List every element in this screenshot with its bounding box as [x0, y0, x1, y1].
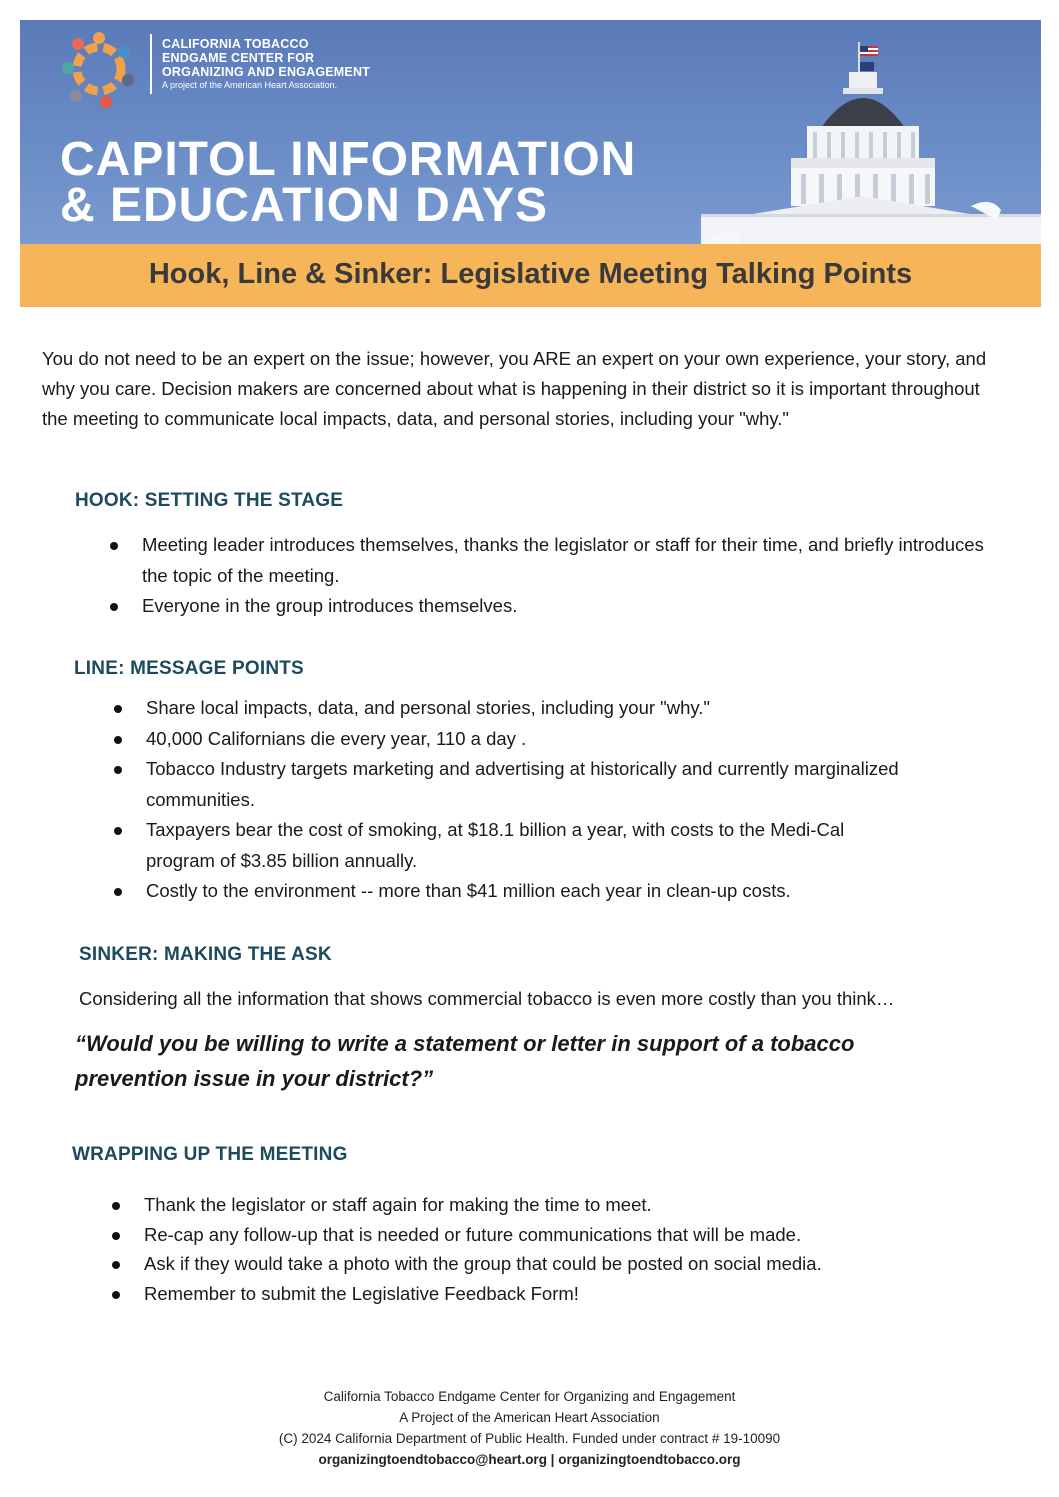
org-name-line-2: ENDGAME CENTER FOR [162, 51, 315, 65]
wrap-heading: WRAPPING UP THE MEETING [72, 1144, 348, 1165]
list-item: Remember to submit the Legislative Feedback Form! [112, 1279, 992, 1309]
capitol-dome-image [641, 20, 1041, 244]
list-item: Everyone in the group introduces themselves. [110, 591, 990, 622]
list-item: Tobacco Industry targets marketing and advertising at historically and currently marginalized communities. [114, 754, 904, 815]
org-name-line-1: CALIFORNIA TOBACCO [162, 37, 309, 51]
ask-quote: “Would you be willing to write a statement or letter in support of a tobacco prevention issue in your district?” [75, 1031, 855, 1091]
sinker-heading: SINKER: MAKING THE ASK [79, 944, 332, 965]
document-title: Hook, Line & Sinker: Legislative Meeting Talking Points [148, 258, 913, 290]
list-item: 40,000 Californians die every year, 110 a day . [114, 724, 904, 755]
hook-list [110, 530, 990, 622]
list-item: Costly to the environment -- more than $41 million each year in clean-up costs. [114, 876, 904, 907]
line-heading: LINE: MESSAGE POINTS [74, 658, 304, 679]
list-item: Re-cap any follow-up that is needed or future communications that will be made. [112, 1220, 992, 1250]
list-item: Meeting leader introduces themselves, thanks the legislator or staff for their time, and briefly introduces the topic of the meeting. [110, 530, 990, 591]
header-banner [20, 20, 1041, 244]
page-footer [0, 1386, 1059, 1470]
footer-line: California Tobacco Endgame Center for Organizing and Engagement [323, 1389, 736, 1404]
list-item: Share local impacts, data, and personal stories, including your "why." [114, 693, 904, 724]
org-name-line-3: ORGANIZING AND ENGAGEMENT [162, 65, 371, 79]
org-subline: A project of the American Heart Association. [162, 80, 338, 90]
list-item: Ask if they would take a photo with the group that could be posted on social media. [112, 1249, 992, 1279]
list-item: Taxpayers bear the cost of smoking, at $18.1 billion a year, with costs to the Medi-Cal program of $3.85 billion annually. [114, 815, 904, 876]
subtitle-bar [20, 244, 1041, 307]
sinker-lead-text: Considering all the information that shows commercial tobacco is even more costly than you think… [79, 988, 895, 1009]
intro-paragraph: You do not need to be an expert on the issue; however, you ARE an expert on your own experience, your story, and why you care. Decision makers are concerned about what is happening in their district so it is important throughout the meeting to communicate local impacts, data, and personal stories, including your "why." [42, 348, 987, 429]
list-item: Thank the legislator or staff again for making the time to meet. [112, 1190, 992, 1220]
logo-divider [150, 34, 152, 94]
people-circle-logo-icon [58, 28, 140, 110]
wrap-list [112, 1190, 992, 1308]
headline-line-2: & EDUCATION DAYS [60, 179, 549, 232]
footer-line: A Project of the American Heart Association [399, 1410, 660, 1425]
footer-contact-links[interactable]: organizingtoendtobacco@heart.org | organizingtoendtobacco.org [318, 1452, 741, 1467]
footer-line: (C) 2024 California Department of Public Health. Funded under contract # 19-10090 [278, 1431, 781, 1446]
line-list [114, 693, 904, 907]
headline-line-1: CAPITOL INFORMATION [60, 133, 637, 186]
hook-heading: HOOK: SETTING THE STAGE [75, 490, 344, 511]
